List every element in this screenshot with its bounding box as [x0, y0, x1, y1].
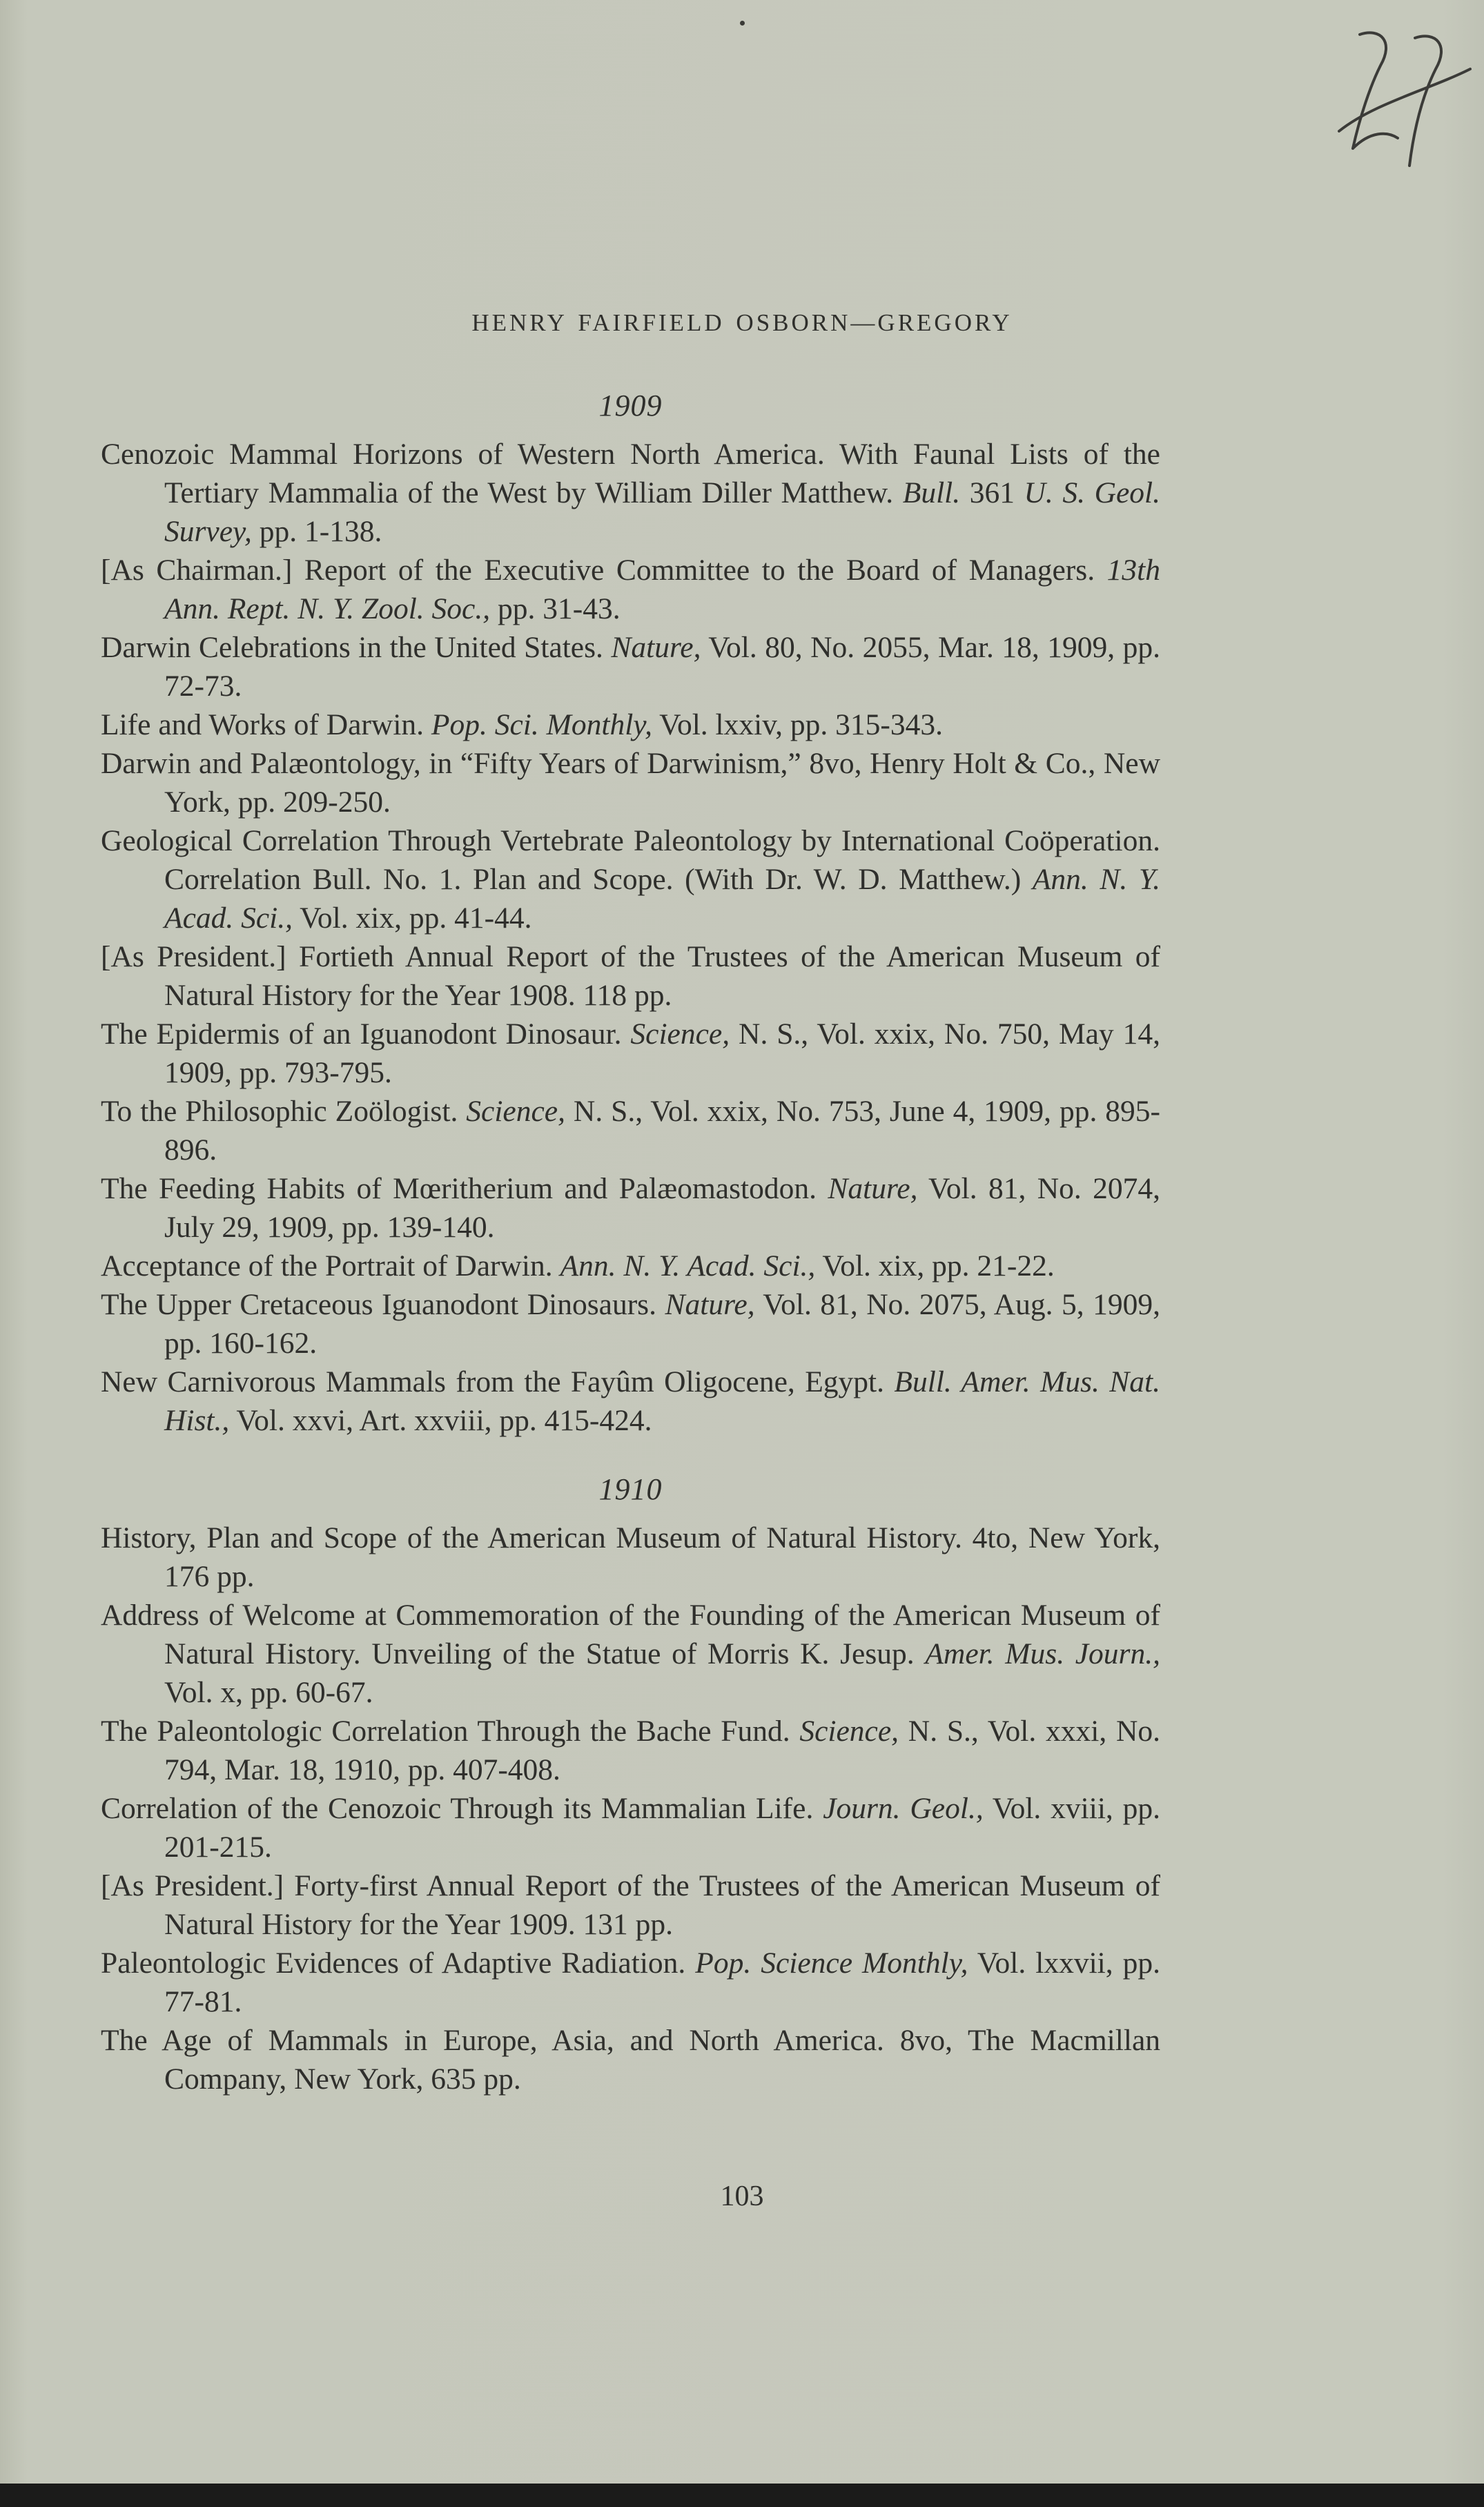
entry-text: Darwin and Palæontology, in “Fifty Years of Darwinism,” 8vo, Henry Holt & Co., New York, pp. 209-250. [101, 747, 1160, 819]
entry-text: pp. 31-43. [490, 592, 621, 625]
bibliography-entry [101, 1015, 1160, 1092]
bibliography-entry [101, 1944, 1160, 2021]
bibliography-entry [101, 2021, 1160, 2098]
entry-text: Correlation of the Cenozoic Through its Mammalian Life. [101, 1792, 823, 1825]
bibliography-entry [101, 705, 1160, 744]
entry-text: History, Plan and Scope of the American Museum of Natural History. 4to, New York, 176 pp. [101, 1521, 1160, 1593]
citation-source: Science, [630, 1017, 730, 1051]
entry-text: 361 [960, 476, 1024, 509]
entry-text: Vol. xviii, pp. 201-215. [164, 1792, 1161, 1864]
year-heading: 1909 [598, 389, 663, 422]
citation-source: Nature, [665, 1288, 755, 1321]
page-number: 103 [720, 2181, 764, 2212]
entry-text: Vol. xxvi, Art. xxviii, pp. 415-424. [229, 1404, 652, 1437]
citation-source: Amer. Mus. Journ., [925, 1637, 1160, 1670]
bibliography [101, 387, 1160, 2098]
entry-text: N. S., Vol. xxxi, No. 794, Mar. 18, 1910, pp. 407-408. [164, 1715, 1160, 1786]
bibliography-entry [101, 821, 1160, 937]
entry-text: Geological Correlation Through Vertebrate Paleontology by International Coöperation. Correlation Bull. No. 1. Plan and Scope. (With Dr. W. D. Matthew.) [101, 824, 1160, 896]
citation-source: Science, [799, 1715, 899, 1748]
bibliography-entry [101, 1092, 1160, 1169]
entry-text: Paleontologic Evidences of Adaptive Radiation. [101, 1947, 696, 1980]
bibliography-entry [101, 1789, 1160, 1866]
bibliography-entry [101, 551, 1160, 628]
running-head: HENRY FAIRFIELD OSBORN—GREGORY [471, 309, 1013, 336]
bibliography-entry [101, 435, 1160, 551]
bibliography-entry [101, 937, 1160, 1015]
entry-text: Vol. 81, No. 2074, July 29, 1909, pp. 139-140. [164, 1172, 1160, 1244]
entry-text: Cenozoic Mammal Horizons of Western North America. With Faunal Lists of the Tertiary Mammalia of the West by William Diller Matthew. [101, 438, 1160, 509]
bibliography-entry [101, 744, 1160, 821]
entry-text: To the Philosophic Zoölogist. [101, 1095, 467, 1128]
entry-text: Vol. lxxiv, pp. 315-343. [652, 708, 944, 741]
citation-source: Bull. [902, 476, 961, 509]
entry-text: [As President.] Fortieth Annual Report of the Trustees of the American Museum of Natural History for the Year 1908. 118 pp. [101, 940, 1160, 1012]
citation-source: Pop. Sci. Monthly, [431, 708, 653, 741]
citation-source: Ann. N. Y. Acad. Sci., [560, 1249, 816, 1282]
entry-text: pp. 1-138. [251, 515, 382, 548]
citation-source: Pop. Science Monthly, [695, 1947, 968, 1980]
entry-text: N. S., Vol. xxix, No. 753, June 4, 1909, pp. 895-896. [164, 1095, 1161, 1167]
citation-source: U. S. Geol. Survey, [164, 476, 1160, 548]
entry-text: New Carnivorous Mammals from the Fayûm Oligocene, Egypt. [101, 1365, 895, 1398]
citation-source: Nature, [611, 631, 701, 664]
entry-text: The Age of Mammals in Europe, Asia, and North America. 8vo, The Macmillan Company, New York, 635 pp. [101, 2024, 1160, 2096]
bibliography-entry [101, 1285, 1160, 1363]
citation-source: Bull. Amer. Mus. Nat. Hist., [164, 1365, 1161, 1437]
entry-text: The Epidermis of an Iguanodont Dinosaur. [101, 1017, 631, 1051]
bibliography-entry [101, 1519, 1160, 1596]
bibliography-entry [101, 1363, 1160, 1440]
bibliography-entry [101, 628, 1160, 705]
citation-source: 13th Ann. Rept. N. Y. Zool. Soc., [164, 554, 1160, 625]
entry-text: Darwin Celebrations in the United States. [101, 631, 612, 664]
bibliography-entry [101, 1169, 1160, 1247]
entry-text: The Feeding Habits of Mœritherium and Palæomastodon. [101, 1172, 828, 1205]
entry-text: Address of Welcome at Commemoration of the Founding of the American Museum of Natural History. Unveiling of the Statue of Morris K. Jesup. [101, 1599, 1160, 1670]
bibliography-entry [101, 1596, 1160, 1712]
scan-edge [0, 2484, 1484, 2507]
entry-text: The Paleontologic Correlation Through the Bache Fund. [101, 1715, 800, 1748]
entry-text: Vol. 81, No. 2075, Aug. 5, 1909, pp. 160-162. [164, 1288, 1160, 1360]
citation-source: Nature, [828, 1172, 918, 1205]
citation-source: Science, [466, 1095, 565, 1128]
entry-text: [As Chairman.] Report of the Executive Committee to the Board of Managers. [101, 554, 1107, 587]
handwritten-page-number [1332, 28, 1477, 186]
entry-text: Vol. x, pp. 60-67. [164, 1676, 373, 1709]
citation-source: Ann. N. Y. Acad. Sci., [164, 863, 1160, 935]
entry-text: N. S., Vol. xxix, No. 750, May 14, 1909, pp. 793-795. [164, 1017, 1160, 1089]
entry-text: Vol. xix, pp. 41-44. [293, 901, 532, 935]
entry-text: [As President.] Forty-first Annual Report of the Trustees of the American Museum of Natural History for the Year 1909. 131 pp. [101, 1869, 1160, 1941]
bibliography-entry [101, 1247, 1160, 1285]
entry-text: Vol. xix, pp. 21-22. [815, 1249, 1055, 1282]
entry-text: Vol. lxxvii, pp. 77-81. [164, 1947, 1160, 2018]
ink-dot [740, 21, 745, 26]
entry-text: Life and Works of Darwin. [101, 708, 431, 741]
bibliography-entry [101, 1866, 1160, 1944]
citation-source: Journ. Geol., [823, 1792, 984, 1825]
year-heading: 1910 [598, 1472, 663, 1506]
bibliography-entry [101, 1712, 1160, 1789]
entry-text: Acceptance of the Portrait of Darwin. [101, 1249, 560, 1282]
entry-text: Vol. 80, No. 2055, Mar. 18, 1909, pp. 72-73. [164, 631, 1160, 703]
entry-text: The Upper Cretaceous Iguanodont Dinosaurs. [101, 1288, 665, 1321]
